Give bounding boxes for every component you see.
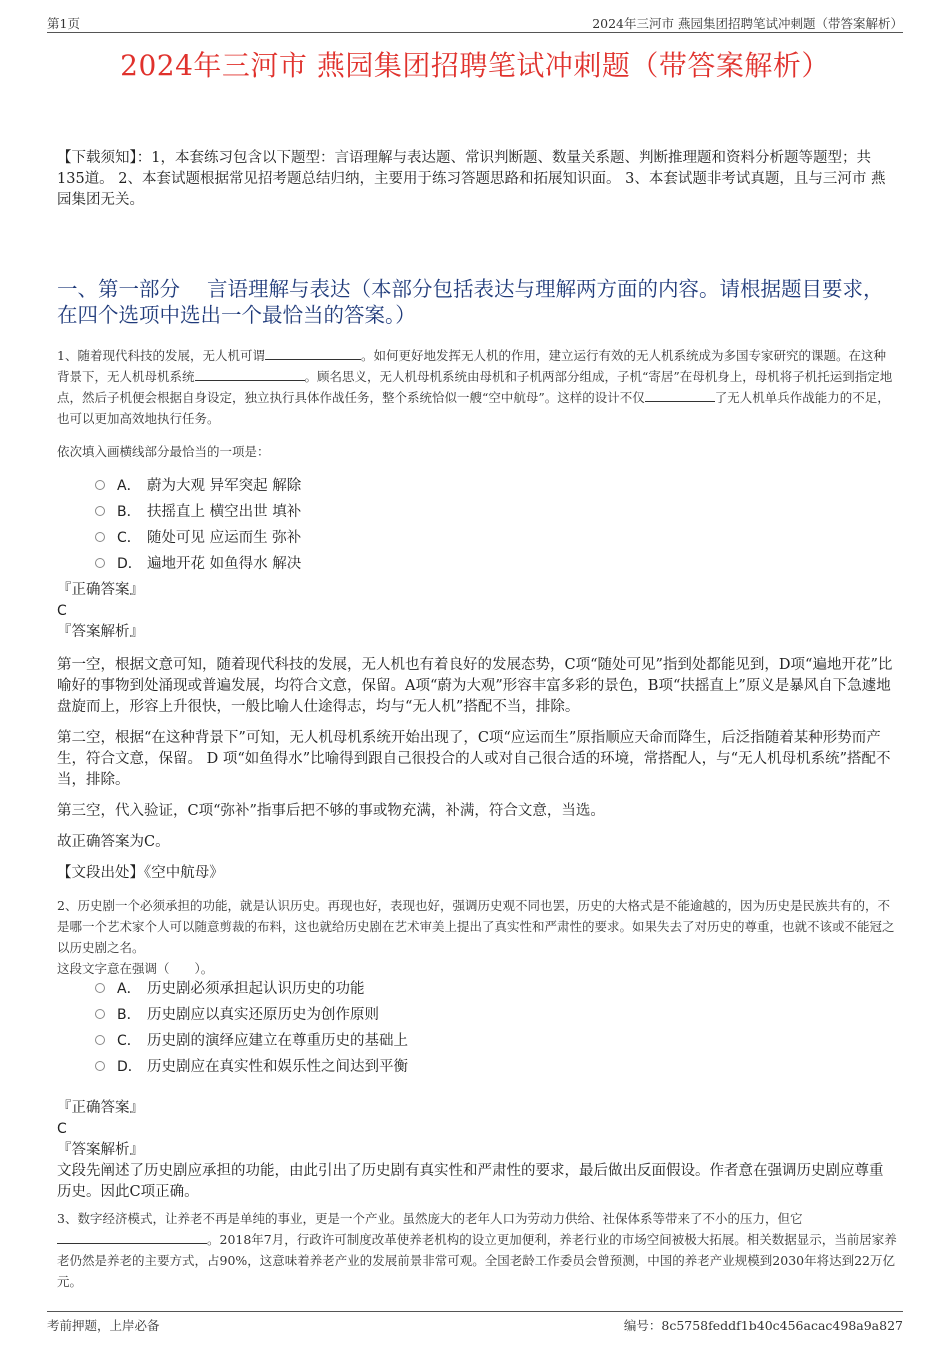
- correct-answer: C: [57, 603, 67, 619]
- q2-prompt: 这段文字意在强调（ ）。: [57, 961, 214, 976]
- q2-option-b[interactable]: B． 历史剧应以真实还原历史为创作原则: [95, 1002, 795, 1028]
- header-doc-title: 2024年三河市 燕园集团招聘笔试冲刺题（带答案解析）: [592, 16, 903, 31]
- page-number: 第1页: [47, 16, 80, 31]
- blank-line: [57, 1230, 207, 1244]
- q1-option-b[interactable]: B． 扶摇直上 横空出世 填补: [95, 499, 795, 525]
- q1-analysis: [57, 655, 897, 884]
- analysis-paragraph: 故正确答案为C。: [57, 834, 170, 850]
- q1-text-part-2: 。如何更好地发挥无人机的作用，建立运行有效的无人机系统成为多国专家研究的课题。在这种背景下，无人机母机系统: [57, 348, 886, 384]
- page-footer: [47, 1311, 903, 1336]
- download-notice: 【下载须知】：1，本套练习包含以下题型：言语理解与表达题、常识判断题、数量关系题、判断推理题和资料分析题等题型；共135道。 2、本套试题根据常见招考题总结归纳，主要用于练习答题思路和拓展知识面。 3、本套试题非考试真题，且与三河市 燕园集团无关。: [57, 150, 886, 208]
- q2-answer-block: [57, 1098, 897, 1203]
- q3-text-part-2: 。2018年7月，行政许可制度改革使养老机构的设立更加便利，养老行业的市场空间被极大拓展。相关数据显示，当前居家养老仍然是养老的主要方式，占90%，这意味着养老产业的发展前景非常可观。全国老龄工作委员会曾预测，中国的养老产业规模到2030年将达到22万亿元。: [57, 1232, 897, 1289]
- radio-icon[interactable]: [95, 558, 105, 568]
- footer-slogan: 考前押题，上岸必备: [47, 1318, 160, 1333]
- analysis-paragraph: 第一空，根据文意可知，随着现代科技的发展，无人机也有着良好的发展态势，C项“随处可见”指到处都能见到，D项“遍地开花”比喻好的事物到处涌现或普遍发展，均符合文意，保留。A项“蔚为大观”形容丰富多彩的景色，B项“扶摇直上”原义是暴风自下急遽地盘旋而上，形容上升很快，一般比喻人仕途得志，均与“无人机”搭配不当，排除。: [57, 657, 893, 715]
- analysis-label: 『答案解析』: [57, 1142, 144, 1158]
- radio-icon[interactable]: [95, 532, 105, 542]
- q1-text-part-3: 。顾名思义，无人机母机系统由母机和子机两部分组成，子机“寄居”在母机身上，母机将子机托运到指定地点，然后子机便会根据自身设定，独立执行具体作战任务，整个系统恰似一艘“空中航母”。这样的设计不仅: [57, 369, 893, 405]
- radio-icon[interactable]: [95, 983, 105, 993]
- radio-icon[interactable]: [95, 1009, 105, 1019]
- q2-option-a[interactable]: A． 历史剧必须承担起认识历史的功能: [95, 976, 795, 1002]
- radio-icon[interactable]: [95, 506, 105, 516]
- analysis-paragraph: 第三空，代入验证，C项“弥补”指事后把不够的事或物充满，补满，符合文意，当选。: [57, 803, 605, 819]
- question-1-text: [57, 345, 897, 429]
- section-heading: 一、第一部分 言语理解与表达（本部分包括表达与理解两方面的内容。请根据题目要求，在四个选项中选出一个最恰当的答案。）: [57, 277, 884, 327]
- analysis-label: 『答案解析』: [57, 624, 144, 640]
- blank-line: [645, 388, 715, 402]
- radio-icon[interactable]: [95, 1061, 105, 1071]
- q1-option-a[interactable]: A． 蔚为大观 异军突起 解除: [95, 473, 795, 499]
- blank-line: [265, 346, 361, 360]
- blank-line: [195, 367, 305, 381]
- q3-text-part-1: 3、数字经济模式，让养老不再是单纯的事业，更是一个产业。虽然庞大的老年人口为劳动力供给、社保体系等带来了不小的压力，但它: [57, 1211, 803, 1226]
- correct-answer: C: [57, 1121, 67, 1137]
- analysis-paragraph: 文段先阐述了历史剧应承担的功能，由此引出了历史剧有真实性和严肃性的要求，最后做出反面假设。作者意在强调历史剧应尊重历史。因此C项正确。: [57, 1163, 884, 1200]
- answer-label: 『正确答案』: [57, 582, 144, 598]
- q2-option-c[interactable]: C． 历史剧的演绎应建立在尊重历史的基础上: [95, 1028, 795, 1054]
- q1-text-part-1: 1、随着现代科技的发展，无人机可谓: [57, 348, 265, 363]
- q2-option-d[interactable]: D． 历史剧应在真实性和娱乐性之间达到平衡: [95, 1054, 795, 1080]
- analysis-paragraph: 第二空，根据“在这种背景下”可知，无人机母机系统开始出现了，C项“应运而生”原指顺应天命而降生，后泛指随着某种形势而产生，符合文意，保留。 D 项“如鱼得水”比喻得到跟自己很投合的人或对自己很合适的环境，常搭配人，与“无人机母机系统”搭配不当，排除。: [57, 730, 891, 788]
- radio-icon[interactable]: [95, 480, 105, 490]
- question-2-text: 2、历史剧一个必须承担的功能，就是认识历史。再现也好，表现也好，强调历史观不同也罢，历史的大格式是不能逾越的，因为历史是民族共有的，不是哪一个艺术家个人可以随意剪裁的布料，这也就给历史剧在艺术审美上提出了真实性和严肃性的要求。如果失去了对历史的尊重，也就不该或不能冠之以历史剧之名。: [57, 898, 895, 955]
- page-title: 2024年三河市 燕园集团招聘笔试冲刺题（带答案解析）: [120, 49, 830, 82]
- q1-text-part-4: 了无人机单兵作战能力的不足，也可以更加高效地执行任务。: [57, 390, 890, 426]
- answer-label: 『正确答案』: [57, 1100, 144, 1116]
- q1-answer-block: [57, 580, 897, 643]
- radio-icon[interactable]: [95, 1035, 105, 1045]
- q1-option-d[interactable]: D． 遍地开花 如鱼得水 解决: [95, 551, 795, 577]
- footer-serial: 编号：8c5758feddf1b40c456acac498a9a827: [623, 1318, 903, 1333]
- q1-option-c[interactable]: C． 随处可见 应运而生 弥补: [95, 525, 795, 551]
- q2-options: [95, 976, 795, 1080]
- q1-prompt: 依次填入画横线部分最恰当的一项是：: [57, 444, 270, 459]
- page-header: [47, 12, 903, 33]
- question-3-text: [57, 1208, 897, 1292]
- q1-options: [95, 473, 795, 577]
- source-note: 【文段出处】《空中航母》: [57, 865, 224, 881]
